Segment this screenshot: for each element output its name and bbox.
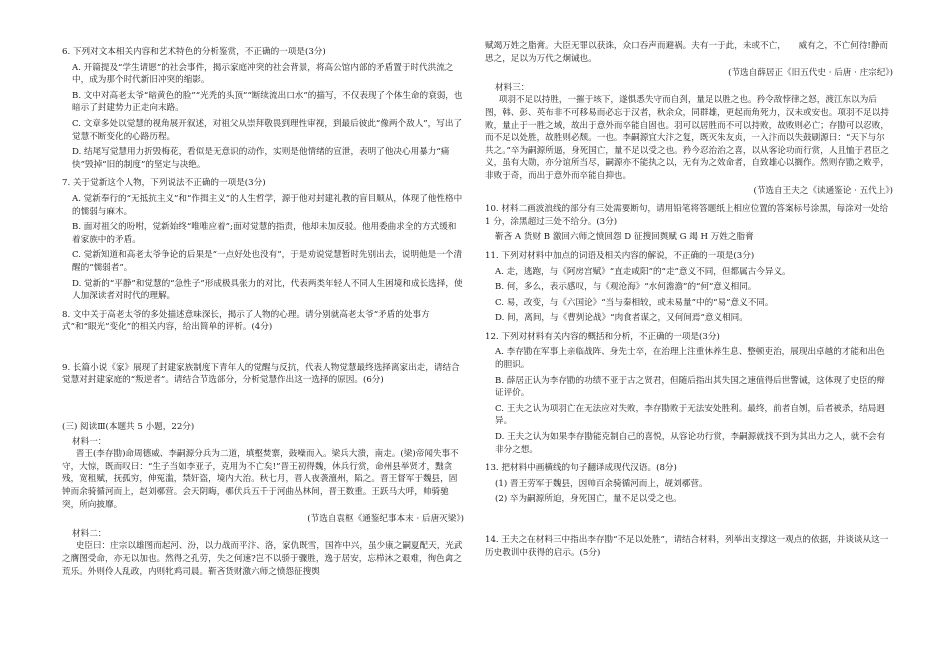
q13-sentence-2: (2) 卒为嗣源所迫，身死国亡，量不足以受之也。 [495,494,682,505]
q11-option-c: C. 易，改变，与《六国论》“当与秦相较，或未易量”中的“易”意义不同。 [495,297,774,308]
q11-option-b: B. 何，多么，表示感叹，与《观沧海》“水何澹澹”的“何”意义相同。 [495,282,757,293]
material-3-label: 材料三： [495,82,530,93]
right-column [485,40,893,559]
material-1-text: 晋王(李存勖)命周德威、李嗣源分兵为二道，填壑焚寨，鼓噪而入。梁兵大溃，南走。(梁)帝闻失事不守，大惊，既而叹曰：“生子当如李亚子，克用为不亡矣!”晋王初得魏，休兵行赏，命州县举贤才，黜贪残，宽租赋，抚孤穷，伸冤滥，禁奸盗，境内大治。秋七月，晋人夜袭澶州，陷之。晋王督军于魏县，固钟而余骑循河而上，赵刘鄩营。会天阴晦，鄩伏兵五千于河曲丛林间，晋王数重。王跃马大呼，帅骑驰突，所向披靡。 [62,449,459,510]
q6-option-a: A. 开篇提及“学生请愿”的社会事件，揭示家庭冲突的社会背景，将高公馆内部的矛盾置于时代洪流之中，成为那个时代新旧冲突的缩影。 [72,62,454,86]
section-3-title: (三) 阅读Ⅲ(本题共 5 小题，22分) [62,422,195,433]
material-3-source: (节选自王夫之《读通鉴论 · 五代上》) [753,185,893,196]
q12-option-a: A. 李存勖在军事上亲临战阵、身先士卒，在治理上注重休养生息、整顿吏治，展现出卓越的才能和出色的胆识。 [495,347,885,371]
q7-stem: 7. 关于觉新这个人物，下列说法不正确的一项是(3分) [62,178,266,189]
q6-option-c: C. 文章多处以觉慧的视角展开叙述，对祖父从崇拜敬畏到理性审视，到最后彼此“像两个敌人”，写出了觉慧不断变化的心路历程。 [72,118,463,142]
q14-question: 14. 王夫之在材料三中指出李存勖“不足以处胜”，请结合材料，列举出支撑这一观点的依据，并谈谈从这一历史教训中获得的启示。(5分) [485,535,889,558]
q10-sentence: 靳吝 A 货财 B 激回六师之愤回怨 D 征搜回舆赋 G 竭 H 万姓之脂膏 [495,232,754,243]
left-column [62,40,464,578]
q13-answer-space [485,506,893,528]
material-2-text: 史臣曰：庄宗以雄图而起河、汾，以力战而平汴、洛，家仇既雪，国祚中兴，虽少康之嗣夏配天，光武之膺图受命，亦无以加也。然得之孔劳，失之何速?岂不以骄于骤胜，逸于居安，忘栉沐之艰难，徇色禽之荒乐。外则伶人乱政，内则牝鸡司晨。靳吝货财激六师之愤怨征搜舆 [62,541,463,577]
q7-option-a: A. 觉新奉行的“无抵抗主义”和“作揖主义”的人生哲学，源于他对封建礼教的盲目顺从，体现了他性格中的懦弱与麻木。 [72,193,463,217]
q11-stem: 11. 下列对材料中加点的词语及相关内容的解说，不正确的一项是(3分) [485,250,755,261]
material-1-label: 材料一： [72,436,107,447]
q11-option-a: A. 走，逃跑，与《阿房宫赋》“直走咸阳”的“走”意义不同，但都属古今异义。 [495,266,791,277]
q11-option-d: D. 间，离间，与《曹刿论战》“肉食者谋之，又何间焉”意义相同。 [495,313,748,324]
q10-stem: 10. 材料二画波浪线的部分有三处需要断句，请用铅笔将答题纸上相应位置的答案标号涂黑，每涂对一处给 1 分，涂黑超过三处不给分。(3分) [485,204,889,227]
q12-option-b: B. 薛居正认为李存勖的功绩不亚于古之贤君，但随后指出其失国之速值得后世警诫，这体现了史臣的辩证评价。 [495,375,885,399]
q9-answer-space [62,387,464,413]
q12-option-d: D. 王夫之认为如果李存勖能克制自己的喜悦，从容论功行赏，李嗣源就找不到为其出力之人，就不会有非分之想。 [495,432,886,455]
q8-question: 8. 文中关于高老太爷的多处描述意味深长，揭示了人物的心理。请分别就高老太爷“矛盾的处事方式”和“眼光”变化”的相关内容，给出简单的评析。(4分) [62,309,430,333]
q6-option-b: B. 文中对高老太爷“暗黄色的脸”“光秃的头顶”“断续流出口水”的描写，不仅表现了个体生命的衰弱，也暗示了封建势力正走向末路。 [72,90,463,114]
q6-stem: 6. 下列对文本相关内容和艺术特色的分析鉴赏，不正确的一项是(3分) [62,47,326,57]
q12-stem: 12. 下列对材料有关内容的概括和分析，不正确的一项是(3分) [485,331,720,342]
material-1-source: (节选自袁枢《通鉴纪事本末 · 后唐灭梁》) [307,514,464,525]
q13-stem: 13. 把材料中画横线的句子翻译成现代汉语。(8分) [485,463,677,474]
q6-option-d: D. 结尾写觉慧用力折毁梅花，看似是无意识的动作，实则是他情绪的宣泄，表明了他决心用暴力“痛快”毁掉“旧的制度”的坚定与决绝。 [72,147,450,170]
q13-sentence-1: (1) 晋王劳军于魏县，因帅百余骑循河而上，觇刘鄩营。 [495,478,708,489]
material-2-continued: 赋竭万姓之脂膏。大臣无罪以获诛，众口吞声而避祸。夫有一于此，未或不亡， 威有之，不亡何待!静而思之，足以为万代之炯诫也。 [485,41,889,64]
q9-question: 9. 长篇小说《家》展现了封建家族制度下青年人的觉醒与反抗，代表人物觉慧最终选择离家出走，请结合觉慧对封建家庭的“叛逆者”。请结合节选部分，分析觉慧作出这一选择的原因。(6分) [62,362,460,386]
q7-option-d: D. 觉新的“平静”和觉慧的“急性子”形成极具张力的对比，代表两类年轻人不同人生困境和成长选择，使人加深读者对时代的理解。 [72,278,463,302]
q7-option-b: B. 面对祖父的吩咐，觉新始终“唯唯应着”;面对觉慧的指责，他却未加反驳。他用委曲求全的方式缓和着家族中的矛盾。 [72,222,457,245]
q12-option-c: C. 王夫之认为项羽亡在无法应对失败，李存勖败于无法安处胜利。最终，前者自刎，后者被杀，结局迥异。 [495,403,885,427]
material-3-text: 项羽不足以持胜，一摧于垓下，遂惧悉失守而自刭，量足以胜之也。矜令敌悖律之怒，渡江东以为后图，韩、彭、英布非不可移易而必忘于汉者，秋余众，同群雄，更起而角死力，汉未或安也。项羽不足以持败，量止于一胜之域，故出于意外而卒能自固也。羽可以居胜而不可以持败，故败则必亡；存勖可以忍败，而不足以处胜，故胜则必颓。一也。李嗣源宜大汴之复，既灭朱友贞，一入汴而以失鼓刷源曰：“天下与尔共之。”卒为嗣源所逼，身死国亡，量不足以受之也。矜今忍治治之喜，以从客论功而行赏，人且恤于君臣之义，虽有大勋，亦分谊所当尽，嗣源亦不能执之以，无有为之效命者，自致雄心以搁作。然则存勖之败乎，非败于奇，而出于意外而卒能自抑也。 [485,95,890,181]
q8-answer-space [62,334,464,356]
material-2-label: 材料二： [72,528,107,539]
material-2-source: (节选自薛居正《旧五代史 · 后唐 · 庄宗纪》) [728,68,893,79]
q7-option-c: C. 觉新知道和高老太爷争论的后果是“一点好处也没有”，于是劝说觉慧暂时先别出去，说明他是一个清醒的“懦弱者”。 [72,250,463,273]
